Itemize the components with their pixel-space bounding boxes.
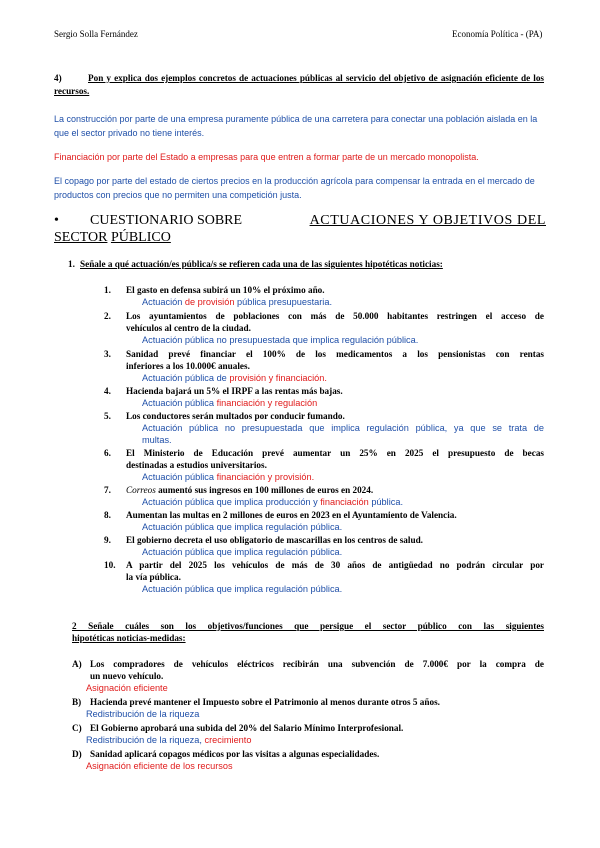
header-course: Economía Política - (PA) — [452, 29, 543, 39]
item-question-italic: Correos — [126, 485, 156, 495]
item-number: 4. — [104, 386, 111, 396]
answer-part: Actuación pública — [142, 398, 217, 408]
item-answer: Actuación pública que implica regulación pública. — [142, 547, 343, 557]
answer-part: Redistribución de la riqueza, — [86, 735, 205, 745]
heading-underlined-3: PÚBLICO — [110, 230, 171, 245]
item-question-cont: vehículos al centro de la ciudad. — [126, 323, 251, 333]
list-item — [104, 284, 544, 308]
item-number: 10. — [104, 560, 116, 570]
section2-title — [72, 620, 544, 644]
section1-list — [104, 284, 544, 595]
item-answer: Asignación eficiente — [86, 683, 168, 693]
item-question: Los ayuntamientos de poblaciones con más de 50.000 habitantes restringen el acceso de — [126, 311, 544, 321]
item-number: 9. — [104, 535, 111, 545]
list-item — [104, 447, 544, 483]
item-question: El gasto en defensa subirá un 10% el próximo año. — [126, 285, 325, 295]
q4-title — [54, 72, 544, 98]
heading-underlined-2: SECTOR — [54, 230, 108, 245]
item-letter: A) — [72, 659, 82, 669]
item-question-cont: un nuevo vehículo. — [90, 671, 164, 681]
item-letter: B) — [72, 697, 82, 707]
item-question: aumentó sus ingresos en 100 millones de euros en 2024. — [155, 485, 374, 495]
item-answer-cont: multas. — [142, 435, 172, 445]
answer-part: Actuación pública — [142, 472, 217, 482]
list-item — [104, 410, 544, 446]
item-question-cont: destinadas a estudios universitarios. — [126, 460, 267, 470]
item-question: El Gobierno aprobará una subida del 20% del Salario Mínimo Interprofesional. — [90, 723, 404, 733]
answer-part: crecimiento — [204, 735, 252, 745]
item-letter: D) — [72, 749, 82, 759]
list-item — [72, 696, 544, 720]
item-answer: Actuación pública no presupuestada que implica regulación pública, ya que se trata de — [142, 423, 544, 433]
answer-part: provisión y financiación. — [229, 373, 327, 383]
item-number: 5. — [104, 411, 111, 421]
item-number: 1. — [104, 285, 111, 295]
list-item — [104, 559, 544, 595]
item-number: 7. — [104, 485, 111, 495]
list-item — [72, 658, 544, 694]
item-letter: C) — [72, 723, 82, 733]
answer-part: Actuación pública que implica producción y — [142, 497, 321, 507]
item-answer: Actuación pública que implica regulación pública. — [142, 584, 343, 594]
list-item — [104, 348, 544, 384]
item-answer: Redistribución de la riqueza — [86, 709, 200, 719]
answer-part: pública presupuestaria. — [234, 297, 333, 307]
heading-underlined-1: ACTUACIONES Y OBJETIVOS DEL — [309, 213, 546, 228]
list-item — [72, 748, 544, 772]
item-question-cont: inferiores a los 10.000€ anuales. — [126, 361, 250, 371]
list-item — [104, 310, 544, 346]
answer-part: Actuación pública de — [142, 373, 230, 383]
answer-part: de provisión — [184, 297, 235, 307]
item-number: 6. — [104, 448, 111, 458]
item-question: El gobierno decreta el uso obligatorio de mascarillas en los centros de salud. — [126, 535, 423, 545]
section1-title-text: Señale a qué actuación/es pública/s se refieren cada una de las siguientes hipotéticas noticias: — [80, 259, 443, 269]
item-question-cont: la vía pública. — [126, 572, 181, 582]
item-answer: Actuación pública no presupuestada que implica regulación pública. — [142, 335, 419, 345]
item-question: Hacienda prevé mantener el Impuesto sobre el Patrimonio al menos durante otros 5 años. — [90, 697, 440, 707]
section2-title-line1: 2 Señale cuáles son los objetivos/funciones que persigue el sector público con las siguientes — [72, 621, 544, 631]
item-question: Hacienda bajará un 5% el IRPF a las rentas más bajas. — [126, 386, 343, 396]
q4-number: 4) — [54, 73, 62, 83]
q4-paragraph-1: La construcción por parte de una empresa puramente pública de una carretera para conectar una población aislada en la que el sector privado no tiene interés. — [54, 114, 538, 138]
item-question: Los compradores de vehículos eléctricos recibirán una subvención de 7.000€ por la compra de — [90, 659, 544, 669]
answer-part: financiación — [320, 497, 369, 507]
item-number: 3. — [104, 349, 111, 359]
item-answer: Asignación eficiente de los recursos — [86, 761, 233, 771]
item-number: 2. — [104, 311, 111, 321]
heading-pre: CUESTIONARIO SOBRE — [90, 213, 243, 228]
section2-title-line2: hipotéticas noticias-medidas: — [72, 633, 186, 643]
section2-list — [72, 658, 544, 772]
section1-number: 1. — [68, 259, 75, 269]
answer-part: financiación y regulación — [216, 398, 318, 408]
header-author: Sergio Solla Fernández — [54, 29, 138, 39]
list-item — [104, 484, 544, 508]
item-question: Sanidad aplicará copagos médicos por las visitas a algunas especialidades. — [90, 749, 380, 759]
item-answer: Actuación pública que implica regulación pública. — [142, 522, 343, 532]
questionnaire-heading — [54, 212, 546, 246]
section1-title — [68, 259, 443, 269]
item-question: A partir del 2025 los vehículos de más de 30 años de antigüedad no podrán circular por — [126, 560, 544, 570]
list-item — [104, 534, 544, 558]
item-question: El Ministerio de Educación prevé aumentar un 25% en 2025 el presupuesto de becas — [126, 448, 544, 458]
item-question: Los conductores serán multados por conducir fumando. — [126, 411, 345, 421]
answer-part: Actuación — [142, 297, 185, 307]
q4-paragraph-2: Financiación por parte del Estado a empresas para que entren a formar parte de un mercado monopolista. — [54, 152, 479, 162]
bullet-icon: • — [54, 213, 59, 228]
answer-part: pública. — [368, 497, 404, 507]
answer-part: financiación y provisión. — [216, 472, 315, 482]
list-item — [104, 509, 544, 533]
q4-title-text: Pon y explica dos ejemplos concretos de actuaciones públicas al servicio del objetivo de asignación eficiente de los recursos. — [54, 73, 544, 96]
q4-paragraph-3: El copago por parte del estado de ciertos precios en la producción agrícola para compensar la entrada en el mercado de productos con precios que no permiten una competición justa. — [54, 176, 535, 200]
item-question: Aumentan las multas en 2 millones de euros en 2023 en el Ayuntamiento de Valencia. — [126, 510, 457, 520]
list-item — [72, 722, 544, 746]
item-number: 8. — [104, 510, 111, 520]
item-question: Sanidad prevé financiar el 100% de los medicamentos a los pensionistas con rentas — [126, 349, 544, 359]
list-item — [104, 385, 544, 409]
